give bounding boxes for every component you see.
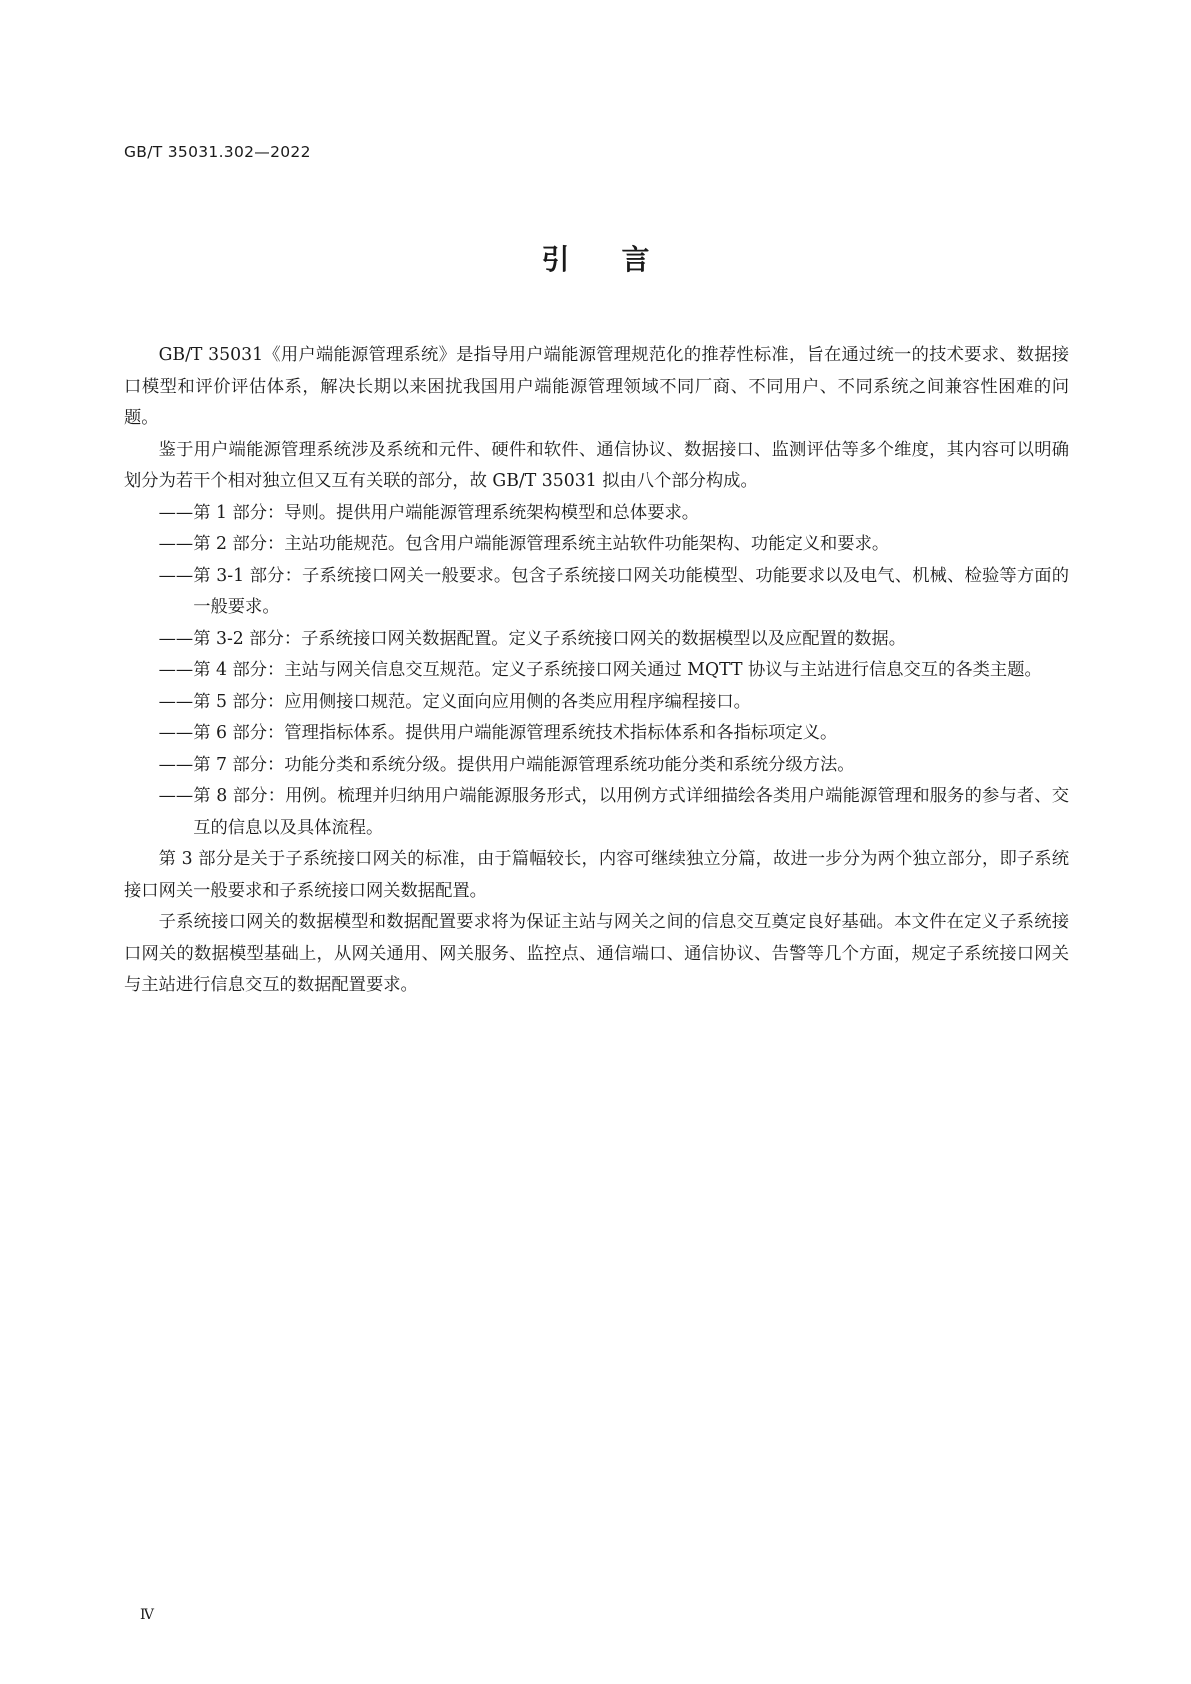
list-item-text: 第 4 部分：主站与网关信息交互规范。定义子系统接口网关通过 MQTT 协议与主站进行信息交互的各类主题。 — [193, 660, 1042, 680]
list-dash: —— — [158, 691, 194, 712]
list-item — [124, 498, 1069, 530]
list-item — [124, 561, 1069, 624]
body-paragraph: 第 3 部分是关于子系统接口网关的标准，由于篇幅较长，内容可继续独立分篇，故进一步分为两个独立部分，即子系统接口网关一般要求和子系统接口网关数据配置。 — [124, 849, 1069, 901]
intro-paragraph: GB/T 35031《用户端能源管理系统》是指导用户端能源管理规范化的推荐性标准，旨在通过统一的技术要求、数据接口模型和评价评估体系，解决长期以来困扰我国用户端能源管理领域不同厂商、不同用户、不同系统之间兼容性困难的问题。 — [124, 345, 1069, 428]
list-dash: —— — [158, 502, 194, 523]
list-item — [124, 718, 1069, 750]
list-item-text: 第 8 部分：用例。梳理并归纳用户端能源服务形式，以用例方式详细描绘各类用户端能源管理和服务的参与者、交互的信息以及具体流程。 — [193, 786, 1069, 838]
list-item-text: 第 3-1 部分：子系统接口网关一般要求。包含子系统接口网关功能模型、功能要求以及电气、机械、检验等方面的一般要求。 — [193, 565, 1069, 617]
list-item — [124, 687, 1069, 719]
list-dash: —— — [158, 723, 194, 743]
list-item-text: 第 2 部分：主站功能规范。包含用户端能源管理系统主站软件功能架构、功能定义和要求。 — [193, 534, 890, 554]
list-item-text: 第 1 部分：导则。提供用户端能源管理系统架构模型和总体要求。 — [193, 502, 700, 523]
intro-paragraph: 鉴于用户端能源管理系统涉及系统和元件、硬件和软件、通信协议、数据接口、监测评估等多个维度，其内容可以明确划分为若干个相对独立但又互有关联的部分，故 GB/T 35031 拟由八个部分构成。 — [124, 439, 1069, 491]
page-title: 引言 — [541, 243, 702, 276]
list-item — [124, 624, 1069, 656]
document-body — [124, 340, 1069, 1002]
list-dash: —— — [158, 628, 194, 649]
list-dash: —— — [158, 534, 194, 554]
list-item — [124, 781, 1069, 844]
list-item — [124, 529, 1069, 561]
list-item-text: 第 7 部分：功能分类和系统分级。提供用户端能源管理系统功能分类和系统分级方法。 — [193, 754, 855, 775]
list-item-text: 第 3-2 部分：子系统接口网关数据配置。定义子系统接口网关的数据模型以及应配置的数据。 — [193, 628, 906, 649]
page-number: Ⅳ — [140, 1607, 154, 1623]
list-dash: —— — [158, 754, 194, 775]
list-item-text: 第 6 部分：管理指标体系。提供用户端能源管理系统技术指标体系和各指标项定义。 — [193, 723, 838, 743]
body-paragraph: 子系统接口网关的数据模型和数据配置要求将为保证主站与网关之间的信息交互奠定良好基础。本文件在定义子系统接口网关的数据模型基础上，从网关通用、网关服务、监控点、通信端口、通信协议、告警等几个方面，规定子系统接口网关与主站进行信息交互的数据配置要求。 — [124, 912, 1069, 995]
list-item — [124, 750, 1069, 782]
list-dash: —— — [158, 565, 194, 586]
list-dash: —— — [158, 660, 194, 680]
list-item — [124, 655, 1069, 687]
list-dash: —— — [158, 786, 194, 806]
document-standard-id: GB/T 35031.302—2022 — [124, 143, 311, 161]
parts-list — [124, 498, 1069, 845]
list-item-text: 第 5 部分：应用侧接口规范。定义面向应用侧的各类应用程序编程接口。 — [193, 691, 751, 712]
